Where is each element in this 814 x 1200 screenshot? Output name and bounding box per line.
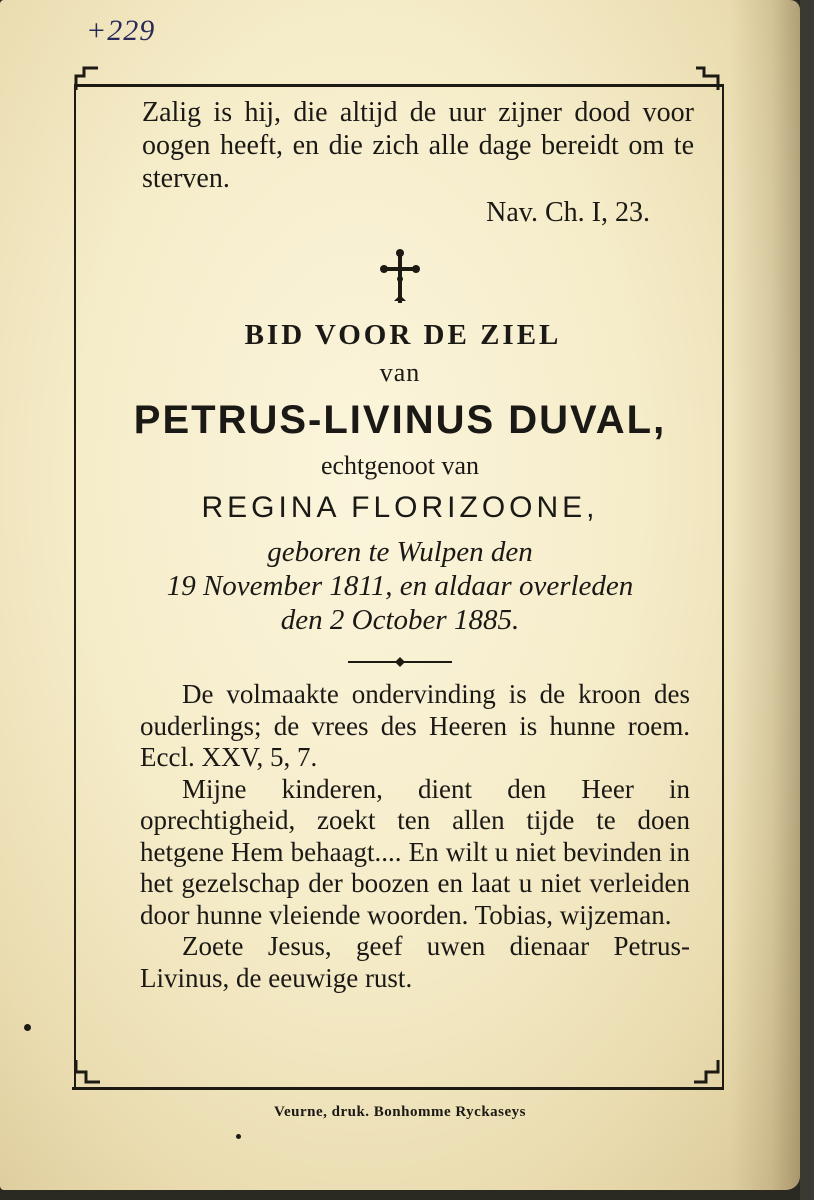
verse-reference: Nav. Ch. I, 23. [486,197,650,228]
memorial-text [100,679,700,994]
opening-verse: Zalig is hij, die altijd de uur zijner dood voor oogen heeft, en die zich alle dage bereidt om te sterven. [142,97,694,194]
printer-imprint: Veurne, druk. Bonhomme Ryckaseys [273,1104,527,1120]
divider-ornament-icon [348,655,452,669]
spouse-name: REGINA FLORIZOONE, [201,491,599,524]
card-content [100,96,700,994]
frame-corner-ornament-icon [692,64,720,92]
spouse-label: echtgenoot van [320,451,480,480]
ink-spot [24,1024,31,1031]
inventory-mark: +229 [86,14,156,47]
memorial-paragraph-2: Mijne kinderen, dient den Heer in oprechtigheid, zoekt ten allen tijde te doen hetgene Hem behaagt.... En wilt u niet bevinden in het gezelschap der boozen en laat u niet verleiden door hunne vleiende woorden. Tobias, wijzeman. [140,773,690,930]
ink-spot [236,1134,241,1139]
frame-corner-ornament-icon [692,1058,720,1086]
frame-left-border [74,84,76,1089]
prayer-heading: BID VOOR DE ZIEL [244,319,562,351]
frame-corner-ornament-icon [74,64,102,92]
memorial-paragraph-1: De volmaakte ondervinding is de kroon des ouderlings; de vrees des Heeren is hunne roem. Eccl. XXV, 5, 7. [140,679,690,772]
frame-bottom-border [72,1087,724,1090]
cross-icon [380,249,420,305]
frame-corner-ornament-icon [74,1058,102,1086]
card-edge-shadow [800,0,814,1200]
frame-top-border [74,84,724,87]
memorial-paragraph-3: Zoete Jesus, geef uwen dienaar Petrus-Livinus, de eeuwige rust. [140,931,690,993]
deceased-name: PETRUS-LIVINUS DUVAL, [133,398,667,442]
birth-death-dates [100,535,700,637]
dates-line-2: 19 November 1811, en aldaar overleden [166,570,634,602]
frame-right-border [722,84,724,1089]
dates-line-1: geboren te Wulpen den [267,536,533,568]
dates-line-3: den 2 October 1885. [280,604,520,636]
van-label: van [379,358,421,387]
